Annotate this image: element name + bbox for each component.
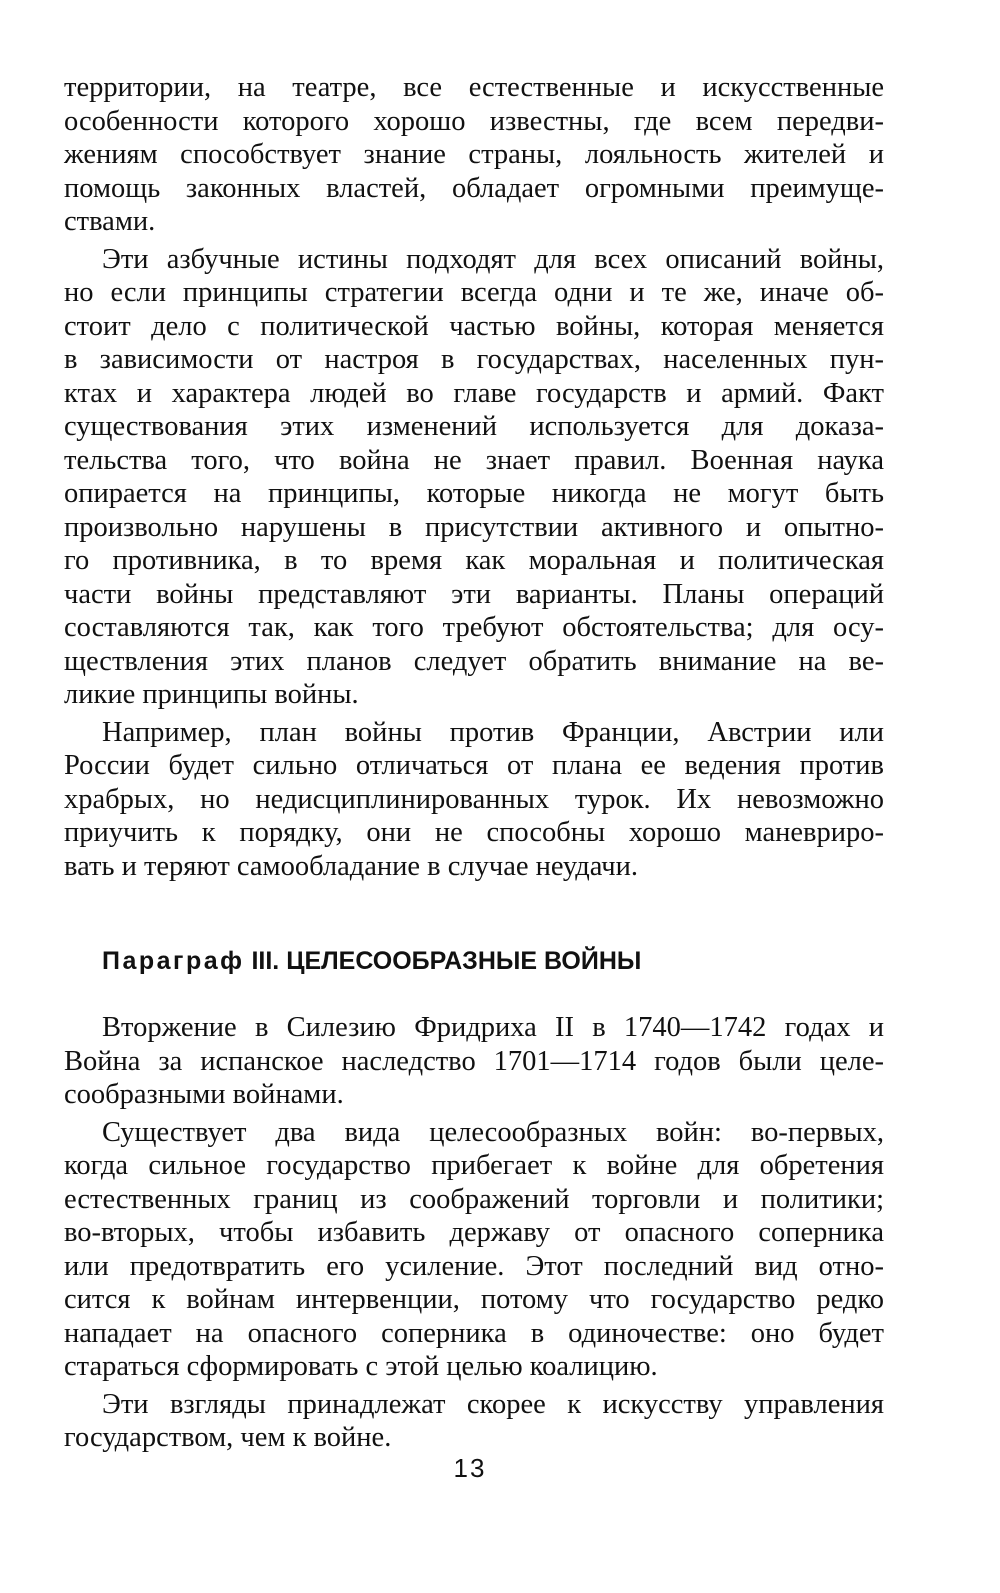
text-line: Существует два вида целесообразных войн: во-первых,	[102, 1116, 884, 1148]
text-line: составляются так, как того требуют обстоятельства; для осу-	[64, 612, 884, 643]
text-block-bottom	[64, 1011, 884, 1455]
text-line: ствами.	[64, 206, 156, 237]
text-line: сится к войнам интервенции, потому что государство редко	[64, 1284, 884, 1315]
paragraph	[64, 1116, 884, 1384]
text-line: приучить к порядку, они не способны хорошо маневриро-	[64, 817, 884, 848]
text-line: стоит дело с политической частью войны, которая меняется	[64, 310, 884, 342]
text-block-top	[64, 71, 884, 883]
text-line: Эти взгляды принадлежат скорее к искусству управления	[102, 1388, 884, 1420]
text-line: нападает на опасного соперника в одиночестве: оно будет	[64, 1317, 884, 1349]
paragraph	[64, 71, 884, 239]
text-line: ликие принципы войны.	[64, 679, 359, 710]
paragraph	[64, 716, 884, 884]
heading-label: Параграф	[102, 947, 245, 975]
text-line: жениям способствует знание страны, лояльность жителей и	[64, 139, 884, 170]
text-line: в зависимости от настроя в государствах, населенных пун-	[64, 344, 884, 375]
text-line: вать и теряют самообладание в случае неудачи.	[64, 850, 639, 882]
text-line: территории, на театре, все естественные и искусственные	[64, 72, 884, 103]
text-line: Вторжение в Силезию Фридриха II в 1740—1742 годах и	[102, 1012, 884, 1043]
text-line: Эти азбучные истины подходят для всех описаний войны,	[102, 243, 884, 275]
text-line: государством, чем к войне.	[64, 1422, 392, 1453]
section-heading	[102, 946, 641, 976]
text-line: опирается на принципы, которые никогда не могут быть	[64, 478, 884, 509]
text-line: части войны представляют эти варианты. Планы операций	[64, 578, 884, 610]
text-line: тельства того, что война не знает правил. Военная наука	[64, 444, 884, 476]
text-line: естественных границ из соображений торговли и политики;	[64, 1183, 884, 1215]
text-line: существования этих изменений используется для доказа-	[64, 411, 884, 442]
text-line: ктах и характера людей во главе государств и армий. Факт	[64, 377, 884, 409]
text-line: ществления этих планов следует обратить внимание на ве-	[64, 645, 884, 677]
text-line: или предотвратить его усиление. Этот последний вид отно-	[64, 1250, 884, 1282]
text-line: помощь законных властей, обладает огромными преимуще-	[64, 172, 884, 204]
text-line: стараться сформировать с этой целью коалицию.	[64, 1351, 658, 1382]
text-line: России будет сильно отличаться от плана ее ведения против	[64, 750, 884, 781]
text-line: храбрых, но недисциплинированных турок. Их невозможно	[64, 783, 884, 815]
text-line: го противника, в то время как моральная и политическая	[64, 545, 884, 576]
paragraph	[64, 1011, 884, 1112]
text-line: во-вторых, чтобы избавить державу от опасного соперника	[64, 1217, 884, 1248]
page-number: 13	[453, 1453, 487, 1483]
heading-title: III. ЦЕЛЕСООБРАЗНЫЕ ВОЙНЫ	[251, 947, 642, 975]
text-line: Война за испанское наследство 1701—1714 годов были целе-	[64, 1045, 884, 1077]
text-line: произвольно нарушены в присутствии активного и опытно-	[64, 511, 884, 543]
paragraph	[64, 243, 884, 712]
text-line: Например, план войны против Франции, Австрии или	[102, 716, 884, 748]
text-line: особенности которого хорошо известны, где всем передви-	[64, 105, 884, 137]
text-line: но если принципы стратегии всегда одни и те же, иначе об-	[64, 277, 884, 308]
text-line: когда сильное государство прибегает к войне для обретения	[64, 1150, 884, 1181]
text-line: сообразными войнами.	[64, 1079, 344, 1110]
paragraph	[64, 1388, 884, 1455]
